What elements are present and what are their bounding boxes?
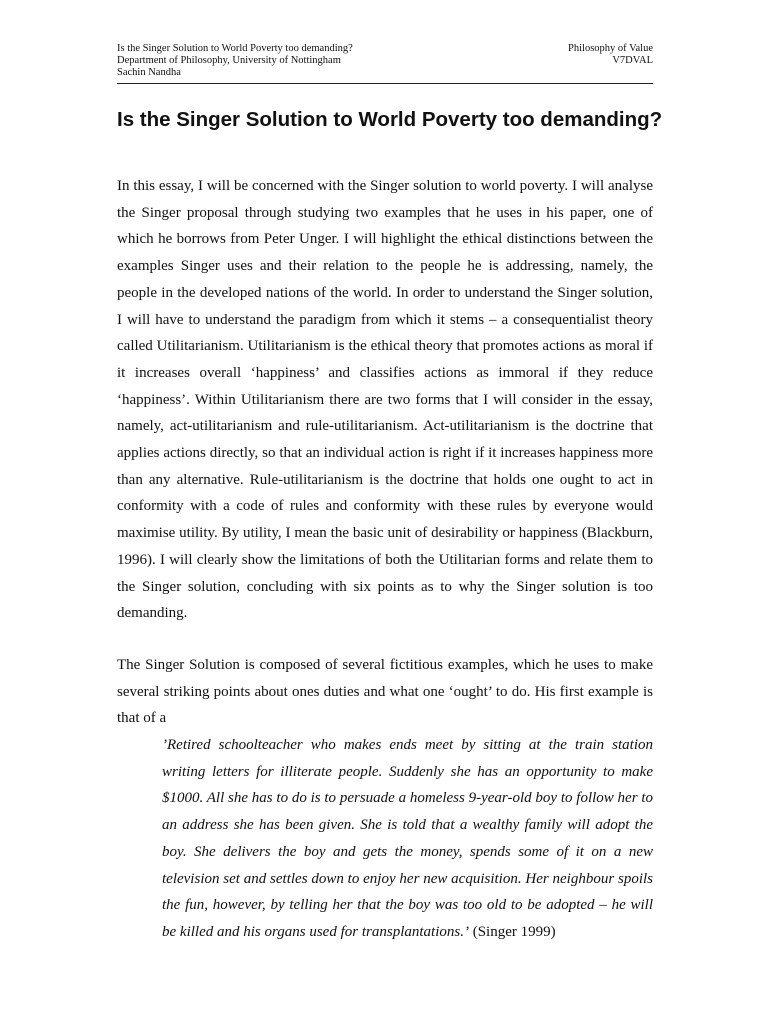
- header-essay-title: Is the Singer Solution to World Poverty too demanding?: [117, 43, 353, 54]
- block-quote: [162, 732, 653, 946]
- running-header: [117, 43, 653, 84]
- essay-title: Is the Singer Solution to World Poverty too demanding?: [117, 108, 663, 131]
- paragraph-singer-solution: The Singer Solution is composed of several fictitious examples, which he uses to make several striking points about ones duties and what one ‘ought’ to do. His first example is that of a: [117, 657, 653, 727]
- header-department: Department of Philosophy, University of Nottingham: [117, 55, 341, 66]
- header-left-block: [117, 43, 353, 79]
- header-right-block: [568, 43, 653, 67]
- paragraph-introduction: In this essay, I will be concerned with the Singer solution to world poverty. I will analyse the Singer proposal through studying two examples that he uses in his paper, one of which he borrows from Peter Unger. I will highlight the ethical distinctions between the examples Singer uses and their relation to the people he is addressing, namely, the people in the developed nations of the world. In order to understand the Singer solution, I will have to understand the paradigm from which it stems – a consequentialist theory called Utilitarianism. Utilitarianism is the ethical theory that promotes actions as moral if it increases overall ‘happiness’ and classifies actions as immoral if they reduce ‘happiness’. Within Utilitarianism there are two forms that I will consider in the essay, namely, act-utilitarianism and rule-utilitarianism. Act-utilitarianism is the doctrine that applies actions directly, so that an individual action is right if it increases happiness more than any alternative. Rule-utilitarianism is the doctrine that holds one ought to act in conformity with a code of rules and conformity with these rules by everyone would maximise utility. By utility, I mean the basic unit of desirability or happiness (Blackburn, 1996). I will clearly show the limitations of both the Utilitarian forms and relate them to the Singer solution, concluding with six points as to why the Singer solution is too demanding.: [117, 178, 653, 622]
- quote-citation: (Singer 1999): [472, 923, 556, 940]
- header-course-code: V7DVAL: [612, 55, 653, 66]
- header-course-name: Philosophy of Value: [568, 43, 653, 54]
- quote-text: ’Retired schoolteacher who makes ends meet by sitting at the train station writing letters for illiterate people. Suddenly she has an opportunity to make $1000. All she has to do is to persuade a homeless 9-year-old boy to follow her to an address she has been given. She is told that a wealthy family will adopt the boy. She delivers the boy and gets the money, spends some of it on a new television set and settles down to enjoy her new acquisition. Her neighbour spoils the fun, however, by telling her that the boy was too old to be adopted – he will be killed and his organs used for transplantations.’: [162, 737, 653, 940]
- header-author: Sachin Nandha: [117, 67, 181, 78]
